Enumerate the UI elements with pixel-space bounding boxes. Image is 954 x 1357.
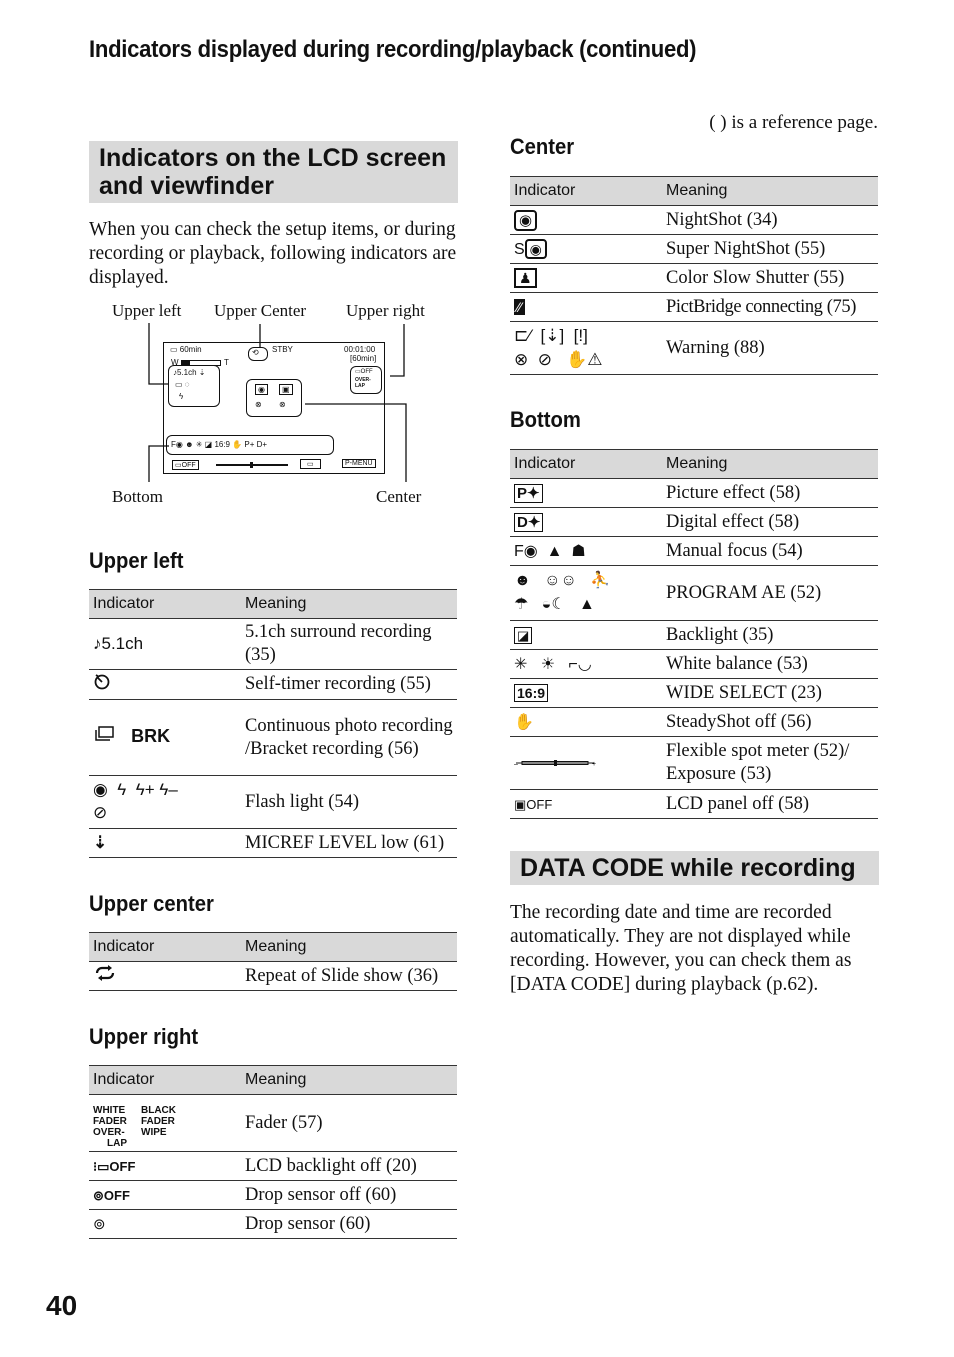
table-row bbox=[510, 650, 878, 679]
battery-indicator: ▭ 60min bbox=[170, 345, 202, 354]
col-meaning: Meaning bbox=[241, 1066, 457, 1095]
meaning-text: Fader (57) bbox=[241, 1095, 457, 1152]
zoom-w: W bbox=[171, 358, 179, 367]
label-upper-right: Upper right bbox=[346, 301, 425, 320]
upper-left-group bbox=[168, 365, 220, 407]
digital-effect-icon: D✦ bbox=[514, 513, 543, 532]
white-balance-icon: ✳ ☀ ⌐◡ bbox=[514, 655, 592, 673]
col-indicator: Indicator bbox=[89, 590, 241, 619]
table-row bbox=[510, 790, 878, 819]
meaning-text: WIDE SELECT (23) bbox=[662, 679, 878, 708]
remaining-time: [60min] bbox=[350, 354, 377, 363]
table-row bbox=[510, 508, 878, 537]
data-code-title: DATA CODE while recording bbox=[510, 851, 879, 885]
repeat-mini: ⟲ bbox=[248, 347, 268, 361]
meaning-text: Backlight (35) bbox=[662, 621, 878, 650]
warning-icon: ⊏⁄ [⇣] [!] ⊗ ⊘ ✋⚠ bbox=[514, 326, 603, 369]
color-slow-shutter-icon: ♟ bbox=[514, 268, 537, 288]
table-row bbox=[89, 670, 457, 700]
label-center: Center bbox=[376, 487, 422, 506]
table-row bbox=[510, 206, 878, 235]
meaning-text: LCD panel off (58) bbox=[662, 790, 878, 819]
col-indicator: Indicator bbox=[89, 933, 241, 962]
backlight-icon: ◪ bbox=[514, 627, 532, 644]
table-row bbox=[89, 776, 457, 829]
col-indicator: Indicator bbox=[89, 1066, 241, 1095]
meaning-text: Drop sensor off (60) bbox=[241, 1181, 457, 1210]
col-indicator: Indicator bbox=[510, 177, 662, 206]
meaning-text: NightShot (34) bbox=[662, 206, 878, 235]
meaning-text: Drop sensor (60) bbox=[241, 1210, 457, 1239]
meaning-text: White balance (53) bbox=[662, 650, 878, 679]
spot-meter-icon bbox=[514, 752, 598, 775]
bottom-group: F◉ ☻ ✳ ◪ 16:9 ✋ P+ D+ bbox=[166, 435, 334, 455]
table-row bbox=[510, 566, 878, 621]
upper-right-title: Upper right bbox=[89, 1024, 199, 1049]
super-nightshot-icon: S ◉ bbox=[514, 241, 547, 258]
upper-right-table bbox=[89, 1065, 457, 1239]
col-meaning: Meaning bbox=[662, 450, 878, 479]
p-menu-button: P-MENU bbox=[342, 459, 376, 468]
continuous-photo-icon bbox=[93, 725, 115, 750]
meaning-text: Flash light (54) bbox=[241, 776, 457, 829]
fader-icon: WHITE BLACK FADER FADER OVER- LAP WIPE bbox=[93, 1105, 176, 1149]
continuous-mini: ▭ ◌ bbox=[175, 380, 190, 389]
col-indicator: Indicator bbox=[510, 450, 662, 479]
table-row bbox=[510, 708, 878, 737]
manual-focus-icon: F◉ ▲ ☗ bbox=[514, 542, 586, 560]
zoom-t: T bbox=[224, 358, 229, 367]
repeat-icon bbox=[93, 965, 117, 988]
table-row bbox=[510, 679, 878, 708]
upper-center-table bbox=[89, 932, 457, 991]
table-row bbox=[89, 962, 457, 991]
meaning-text: Continuous photo recording /Bracket recording (56) bbox=[241, 700, 457, 776]
nightshot-icon: ◉ bbox=[514, 210, 537, 231]
meaning-text: LCD backlight off (20) bbox=[241, 1152, 457, 1181]
meaning-text: Manual focus (54) bbox=[662, 537, 878, 566]
flash-mini: ϟ bbox=[179, 392, 184, 401]
lcd-diagram bbox=[100, 298, 445, 512]
bracket-icon: BRK bbox=[131, 725, 171, 746]
svg-text:–: – bbox=[514, 760, 518, 768]
meaning-text: MICREF LEVEL low (61) bbox=[241, 829, 457, 858]
meaning-text: SteadyShot off (56) bbox=[662, 708, 878, 737]
table-row bbox=[89, 619, 457, 670]
bottom-table bbox=[510, 449, 878, 819]
table-row bbox=[510, 322, 878, 375]
drop-sensor-icon: ⊚ bbox=[93, 1215, 106, 1233]
meaning-text: 5.1ch surround recording (35) bbox=[241, 619, 457, 670]
lcd-off-mini: ▭OFF bbox=[172, 460, 199, 470]
drop-sensor-off-icon: ⊚OFF bbox=[93, 1187, 130, 1203]
meaning-text: Digital effect (58) bbox=[662, 508, 878, 537]
data-code-text: The recording date and time are recorded automatically. They are not displayed while recording. However, you can check them as [DATA CODE] during playback (p.62). bbox=[510, 902, 852, 995]
upper-left-table bbox=[89, 589, 457, 858]
meaning-text: PictBridge connecting (75) bbox=[662, 293, 878, 322]
page-number: 40 bbox=[46, 1290, 78, 1321]
wide-select-icon: 16:9 bbox=[514, 684, 548, 702]
meaning-text: PROGRAM AE (52) bbox=[662, 566, 878, 621]
col-meaning: Meaning bbox=[662, 177, 878, 206]
page-header: Indicators displayed during recording/playback (continued) bbox=[89, 36, 697, 63]
col-meaning: Meaning bbox=[241, 590, 457, 619]
table-row bbox=[510, 479, 878, 508]
surround-icon: ♪5.1ch bbox=[93, 634, 144, 653]
micref-low-icon: ⇣ bbox=[93, 833, 108, 852]
pictbridge-icon: ⁄⁄ bbox=[514, 299, 525, 315]
self-timer-icon bbox=[93, 672, 111, 697]
svg-text:+: + bbox=[592, 760, 597, 768]
standby-text: STBY bbox=[272, 345, 293, 354]
surround-mini: ♪5.1ch ⇣ bbox=[173, 368, 206, 377]
meaning-text: Super NightShot (55) bbox=[662, 235, 878, 264]
table-row bbox=[510, 537, 878, 566]
lcd-backlight-off-icon: ⁝▭OFF bbox=[93, 1158, 136, 1174]
upper-left-title: Upper left bbox=[89, 548, 184, 573]
lcd-screen bbox=[163, 342, 385, 474]
playback-mini: ▭ bbox=[300, 459, 321, 469]
meaning-text: Repeat of Slide show (36) bbox=[241, 962, 457, 991]
lcd-section-title: Indicators on the LCD screen and viewfinder bbox=[89, 141, 458, 203]
meaning-text: Color Slow Shutter (55) bbox=[662, 264, 878, 293]
meaning-text: Picture effect (58) bbox=[662, 479, 878, 508]
label-bottom: Bottom bbox=[112, 487, 164, 506]
bottom-title: Bottom bbox=[510, 407, 581, 432]
table-row bbox=[510, 293, 878, 322]
meaning-text: Warning (88) bbox=[662, 322, 878, 375]
meaning-text: Self-timer recording (55) bbox=[241, 670, 457, 700]
steadyshot-off-icon: ✋ bbox=[514, 713, 534, 731]
center-table bbox=[510, 176, 878, 375]
table-row bbox=[510, 235, 878, 264]
table-row bbox=[89, 1210, 457, 1239]
reference-note: ( ) is a reference page. bbox=[709, 112, 878, 133]
col-meaning: Meaning bbox=[241, 933, 457, 962]
meaning-text: Flexible spot meter (52)/ Exposure (53) bbox=[662, 737, 878, 790]
program-ae-icon: ☻ ☺☺ ⛹ ☂ ◒☾ ▲ bbox=[514, 572, 611, 613]
table-row bbox=[89, 1095, 457, 1152]
table-row bbox=[89, 1181, 457, 1210]
upper-right-group: ▭OFF OVER- LAP bbox=[350, 366, 382, 394]
table-row bbox=[510, 621, 878, 650]
picture-effect-icon: P✦ bbox=[514, 484, 543, 503]
table-row bbox=[89, 1152, 457, 1181]
center-group: ◉ ▣ ⊗ ⊗ bbox=[246, 379, 302, 417]
label-upper-center: Upper Center bbox=[214, 301, 307, 320]
time-counter: 00:01:00 bbox=[344, 345, 376, 354]
table-row bbox=[510, 737, 878, 790]
center-title: Center bbox=[510, 134, 575, 159]
label-upper-left: Upper left bbox=[112, 301, 182, 320]
spot-meter-mini bbox=[216, 464, 288, 466]
upper-center-title: Upper center bbox=[89, 891, 214, 916]
table-row bbox=[510, 264, 878, 293]
table-row bbox=[89, 700, 457, 776]
table-row bbox=[89, 829, 457, 858]
lcd-panel-off-icon: ▣OFF bbox=[514, 796, 553, 812]
flash-icon: ◉ ϟ ϟ+ ϟ– ⊘ bbox=[93, 780, 178, 822]
lcd-section-intro: When you can check the setup items, or during recording or playback, following indicators are displayed. bbox=[89, 219, 457, 288]
